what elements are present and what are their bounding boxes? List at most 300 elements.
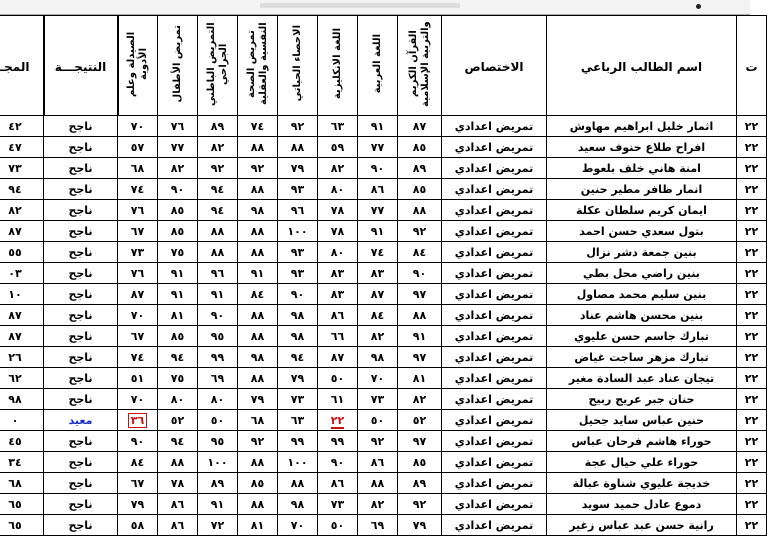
grade-cell: ٨٣	[318, 284, 358, 305]
grade-cell: ٨٢	[358, 326, 398, 347]
student-name: دموع عادل حميد سويد	[547, 494, 737, 515]
student-name: بنين جمعة دشر نزال	[547, 242, 737, 263]
result-cell: ناجح	[44, 515, 118, 536]
result-cell: ناجح	[44, 221, 118, 242]
row-index: ٢٢	[737, 494, 767, 515]
grade-cell: ٧٤	[238, 116, 278, 137]
result-cell: ناجح	[44, 179, 118, 200]
grade-cell: ٨٥	[158, 326, 198, 347]
grade-cell: ٩٠	[118, 431, 158, 452]
grade-cell: ٧٦	[118, 263, 158, 284]
grade-cell: ٩٨	[278, 326, 318, 347]
grade-cell: ٨٥	[398, 452, 442, 473]
aggregate-cell: ٨٢	[0, 200, 44, 221]
grade-cell: ٥٧	[118, 137, 158, 158]
aggregate-cell: ٦٨	[0, 473, 44, 494]
student-name: حوراء علي حيال عجة	[547, 452, 737, 473]
grade-cell: ٨٠	[198, 389, 238, 410]
row-index: ٢٢	[737, 515, 767, 536]
row-index: ٢٢	[737, 116, 767, 137]
student-name: اثمار خليل ابراهيم مهاوش	[547, 116, 737, 137]
grade-cell: ٨٧	[118, 284, 158, 305]
specialty: تمريض اعدادي	[442, 284, 547, 305]
row-index: ٢٢	[737, 473, 767, 494]
grade-cell: ٧٠	[278, 515, 318, 536]
aggregate-cell: ٤٥	[0, 431, 44, 452]
grade-cell: ٨٦	[358, 179, 398, 200]
grade-cell: ٥٨	[118, 515, 158, 536]
grade-cell: ٩٩	[318, 431, 358, 452]
grade-cell: ٧٨	[318, 200, 358, 221]
grade-cell: ٧٩	[238, 389, 278, 410]
specialty: تمريض اعدادي	[442, 368, 547, 389]
grade-cell: ٨٧	[398, 116, 442, 137]
row-index: ٢٢	[737, 200, 767, 221]
aggregate-cell: ٤٢	[0, 116, 44, 137]
table-row	[0, 389, 767, 410]
result-cell: ناجح	[44, 200, 118, 221]
grade-cell: ٥٠	[318, 515, 358, 536]
row-index: ٢٢	[737, 452, 767, 473]
grade-cell: ٩٢	[238, 431, 278, 452]
grade-cell: ٩٨	[358, 347, 398, 368]
grade-cell: ٧٠	[358, 368, 398, 389]
grade-cell: ٥١	[118, 368, 158, 389]
grade-cell: ١٠٠	[198, 452, 238, 473]
row-index: ٢٢	[737, 179, 767, 200]
grade-cell: ٧٣	[358, 389, 398, 410]
grade-cell: ٨٦	[358, 452, 398, 473]
aggregate-cell: ٨٧	[0, 221, 44, 242]
grade-cell: ٦٨	[118, 158, 158, 179]
grade-cell: ٩٣	[278, 179, 318, 200]
grade-cell: ٩٤	[278, 347, 318, 368]
grade-cell: ٨٨	[238, 137, 278, 158]
table-row	[0, 158, 767, 179]
specialty: تمريض اعدادي	[442, 179, 547, 200]
grade-cell: ٦٧	[118, 326, 158, 347]
header-subject-7: تمريض الأطفال	[158, 16, 198, 116]
aggregate-cell: ٩٨	[0, 389, 44, 410]
grade-cell: ٩٦	[278, 200, 318, 221]
specialty: تمريض اعدادي	[442, 389, 547, 410]
grade-cell: ٨٤	[238, 284, 278, 305]
table-row	[0, 284, 767, 305]
grade-cell: ٩٩	[198, 347, 238, 368]
grade-cell: ٧٤	[118, 347, 158, 368]
grade-cell: ٨٢	[318, 158, 358, 179]
aggregate-cell: ٠٣	[0, 263, 44, 284]
grade-cell: ٩١	[358, 221, 398, 242]
grade-cell: ٧٢	[198, 515, 238, 536]
grade-cell: ٩٧	[398, 347, 442, 368]
result-cell: معيد	[44, 410, 118, 431]
specialty: تمريض اعدادي	[442, 305, 547, 326]
grade-cell: ٨٥	[398, 137, 442, 158]
specialty: تمريض اعدادي	[442, 326, 547, 347]
row-index: ٢٢	[737, 221, 767, 242]
table-row	[0, 515, 767, 536]
grade-cell: ٨٨	[238, 305, 278, 326]
aggregate-cell: ٤٧	[0, 137, 44, 158]
grade-cell: ٨٨	[198, 221, 238, 242]
header-result: النتيجـــة	[44, 16, 118, 116]
header-row	[0, 16, 767, 116]
grade-cell: ٦١	[318, 389, 358, 410]
aggregate-cell: ١٠	[0, 284, 44, 305]
result-cell: ناجح	[44, 263, 118, 284]
aggregate-cell: ٠	[0, 410, 44, 431]
grade-cell: ٧٨	[158, 473, 198, 494]
grade-cell: ٨١	[238, 515, 278, 536]
grade-cell: ٧٠	[118, 389, 158, 410]
row-index: ٢٢	[737, 137, 767, 158]
grade-cell: ٥٠	[198, 410, 238, 431]
grade-cell: ٨٨	[158, 452, 198, 473]
grade-cell: ٥٢	[158, 410, 198, 431]
grade-cell: ٩٠	[318, 452, 358, 473]
result-cell: ناجح	[44, 158, 118, 179]
table-row	[0, 347, 767, 368]
aggregate-cell: ٨٧	[0, 326, 44, 347]
row-index: ٢٢	[737, 326, 767, 347]
top-bar-dot	[696, 4, 701, 9]
grade-cell: ٦٧	[118, 221, 158, 242]
grade-cell: ٩٥	[198, 431, 238, 452]
grade-cell: ٨٧	[318, 347, 358, 368]
student-name: تيجان عناد عبد السادة مغير	[547, 368, 737, 389]
grade-cell: ٩١	[398, 326, 442, 347]
student-name: تبارك مزهر ساجت غياض	[547, 347, 737, 368]
grade-cell: ٨٨	[238, 494, 278, 515]
specialty: تمريض اعدادي	[442, 515, 547, 536]
grade-cell: ٩٢	[398, 221, 442, 242]
grade-cell: ٩٨	[278, 494, 318, 515]
row-index: ٢٢	[737, 368, 767, 389]
grade-cell: ٨٨	[398, 305, 442, 326]
grade-cell: ٩٤	[158, 347, 198, 368]
top-bar-shade	[260, 3, 460, 8]
grade-cell: ١٠٠	[278, 452, 318, 473]
student-name: بنين راضي محل بطي	[547, 263, 737, 284]
grades-body	[0, 116, 767, 536]
grade-cell: ٨٨	[198, 242, 238, 263]
header-subject-1: القرآن الكريم والتربية الإسلامية	[398, 16, 442, 116]
result-cell: ناجح	[44, 389, 118, 410]
student-name: امنة هاني خلف بلعوط	[547, 158, 737, 179]
grade-cell: ٦٦	[318, 326, 358, 347]
grade-cell: ٧٠	[118, 305, 158, 326]
student-name: حنان جبر عريج ربيح	[547, 389, 737, 410]
grade-cell: ٨٦	[318, 305, 358, 326]
table-row	[0, 305, 767, 326]
grade-cell: ٥٠	[358, 410, 398, 431]
grade-cell: ٨٦	[158, 515, 198, 536]
header-aggregate: المجـ	[0, 16, 44, 116]
result-cell: ناجح	[44, 326, 118, 347]
grade-cell: ٩٨	[278, 305, 318, 326]
specialty: تمريض اعدادي	[442, 452, 547, 473]
aggregate-cell: ٨٧	[0, 305, 44, 326]
grade-cell: ٨٤	[358, 305, 398, 326]
row-index: ٢٢	[737, 305, 767, 326]
grade-cell: ٩٠	[198, 305, 238, 326]
specialty: تمريض اعدادي	[442, 431, 547, 452]
header-subject-3: اللغة الانكليزية	[318, 16, 358, 116]
aggregate-cell: ٢٦	[0, 347, 44, 368]
aggregate-cell: ٦٢	[0, 368, 44, 389]
result-cell: ناجح	[44, 137, 118, 158]
top-bar	[0, 0, 750, 16]
aggregate-cell: ٣٤	[0, 452, 44, 473]
table-row	[0, 368, 767, 389]
grade-cell: ٧٣	[118, 242, 158, 263]
result-cell: ناجح	[44, 116, 118, 137]
grade-cell: ٧٩	[118, 494, 158, 515]
grade-cell: ٦٩	[198, 368, 238, 389]
specialty: تمريض اعدادي	[442, 494, 547, 515]
grade-cell	[118, 410, 158, 431]
student-name: ايمان كريم سلطان عكلة	[547, 200, 737, 221]
grade-cell: ٨٦	[158, 494, 198, 515]
grade-cell: ٥٠	[318, 368, 358, 389]
grade-cell: ٧٩	[278, 158, 318, 179]
header-subject-8: الصيدلة وعلم الأدوية	[118, 16, 158, 116]
grade-cell: ٨١	[158, 305, 198, 326]
grade-cell: ٨٨	[278, 137, 318, 158]
grade-cell: ٧٧	[358, 137, 398, 158]
grade-cell: ٦٣	[278, 410, 318, 431]
grade-cell: ٨٥	[158, 221, 198, 242]
grade-cell: ٩٢	[238, 158, 278, 179]
table-row	[0, 263, 767, 284]
result-cell: ناجح	[44, 368, 118, 389]
student-name: افراح طلاع حنوف سعيد	[547, 137, 737, 158]
student-name: حوراء هاشم فرحان عباس	[547, 431, 737, 452]
student-name: بنين محسن هاشم عناد	[547, 305, 737, 326]
grade-cell: ٧٥	[158, 368, 198, 389]
result-cell: ناجح	[44, 284, 118, 305]
grade-cell: ٩٣	[278, 263, 318, 284]
result-cell: ناجح	[44, 473, 118, 494]
header-index: ت	[737, 16, 767, 116]
grade-cell: ٧٤	[118, 179, 158, 200]
grade-cell: ٩٩	[278, 431, 318, 452]
result-cell: ناجح	[44, 242, 118, 263]
grade-cell: ٧٦	[158, 116, 198, 137]
specialty: تمريض اعدادي	[442, 116, 547, 137]
grade-cell: ٨١	[398, 368, 442, 389]
specialty: تمريض اعدادي	[442, 137, 547, 158]
grade-cell: ٩٧	[398, 431, 442, 452]
grade-cell: ٦٨	[238, 410, 278, 431]
grade-cell: ٩٢	[358, 431, 398, 452]
row-index: ٢٢	[737, 347, 767, 368]
grade-cell: ٨٤	[118, 452, 158, 473]
specialty: تمريض اعدادي	[442, 158, 547, 179]
grade-cell: ٧٥	[158, 242, 198, 263]
grade-cell	[318, 410, 358, 431]
grade-cell: ٨٠	[158, 389, 198, 410]
table-row	[0, 410, 767, 431]
student-name: تبارك جاسم حسن عليوي	[547, 326, 737, 347]
grade-cell: ٩١	[158, 263, 198, 284]
grade-cell: ٨٦	[318, 473, 358, 494]
specialty: تمريض اعدادي	[442, 200, 547, 221]
grade-cell: ٧٠	[118, 116, 158, 137]
table-row	[0, 137, 767, 158]
grade-cell: ٧٣	[318, 494, 358, 515]
result-cell: ناجح	[44, 431, 118, 452]
grade-cell: ٨٨	[278, 473, 318, 494]
grade-cell: ٩١	[158, 284, 198, 305]
grade-cell: ٩٠	[278, 284, 318, 305]
specialty: تمريض اعدادي	[442, 242, 547, 263]
aggregate-cell: ٥٥	[0, 242, 44, 263]
aggregate-cell: ٧٣	[0, 158, 44, 179]
grade-cell: ٩١	[198, 494, 238, 515]
grade-cell: ٨٥	[398, 179, 442, 200]
grade-cell: ٩٤	[158, 431, 198, 452]
grade-cell: ٨٨	[238, 368, 278, 389]
grade-cell: ٩٢	[398, 494, 442, 515]
grade-cell: ٨٩	[198, 116, 238, 137]
student-name: رانية حسن عبد عباس زغير	[547, 515, 737, 536]
table-row	[0, 326, 767, 347]
aggregate-cell: ٩٤	[0, 179, 44, 200]
result-cell: ناجح	[44, 347, 118, 368]
grade-cell: ٩٢	[198, 158, 238, 179]
grade-cell: ٨٥	[238, 473, 278, 494]
header-subject-6: التمريض الباطني الجراحي	[198, 16, 238, 116]
grade-cell: ٨٧	[358, 284, 398, 305]
table-row	[0, 452, 767, 473]
specialty: تمريض اعدادي	[442, 473, 547, 494]
table-row	[0, 200, 767, 221]
result-cell: ناجح	[44, 305, 118, 326]
row-index: ٢٢	[737, 263, 767, 284]
grade-cell: ٥٩	[318, 137, 358, 158]
grade-cell: ٨٨	[238, 221, 278, 242]
grade-cell: ٩٢	[278, 116, 318, 137]
table-row	[0, 242, 767, 263]
grade-cell: ٨٢	[158, 158, 198, 179]
grade-cell: ٨٢	[398, 389, 442, 410]
table-row	[0, 494, 767, 515]
student-name: خديجة عليوي شناوة عبالة	[547, 473, 737, 494]
grade-cell: ٨٤	[398, 242, 442, 263]
header-subject-2: اللغة العربية	[358, 16, 398, 116]
header-subject-5: تمريض الصحة النفسية والعقلية	[238, 16, 278, 116]
grade-cell: ٩٨	[238, 200, 278, 221]
row-index: ٢٢	[737, 410, 767, 431]
row-index: ٢٢	[737, 284, 767, 305]
grade-cell: ٨٥	[158, 200, 198, 221]
student-name: بنين سليم محمد مصاول	[547, 284, 737, 305]
grade-cell: ٨٣	[318, 263, 358, 284]
grade-cell: ٨٩	[398, 473, 442, 494]
grade-cell: ٩١	[358, 116, 398, 137]
grade-cell: ٩٠	[398, 263, 442, 284]
grade-cell: ٨٨	[398, 200, 442, 221]
grade-cell: ٨٨	[238, 452, 278, 473]
table-row	[0, 473, 767, 494]
specialty: تمريض اعدادي	[442, 221, 547, 242]
grade-cell: ٧٧	[158, 137, 198, 158]
row-index: ٢٢	[737, 431, 767, 452]
grade-cell: ٧٣	[278, 389, 318, 410]
grade-cell: ٩٤	[198, 200, 238, 221]
aggregate-cell: ٦٥	[0, 515, 44, 536]
grade-cell: ٨٣	[358, 263, 398, 284]
row-index: ٢٢	[737, 242, 767, 263]
aggregate-cell: ٦٥	[0, 494, 44, 515]
grade-cell: ٨٨	[238, 179, 278, 200]
grade-cell: ٨٠	[318, 179, 358, 200]
grade-cell: ٧٧	[358, 200, 398, 221]
grade-cell-value: ٣٦	[128, 413, 147, 428]
grades-table	[0, 15, 767, 536]
grade-cell: ٨٢	[358, 494, 398, 515]
student-name: بتول سعدي حسن احمد	[547, 221, 737, 242]
grade-cell: ٩٨	[238, 347, 278, 368]
grade-cell: ٧٩	[278, 368, 318, 389]
grade-cell: ٥٢	[398, 410, 442, 431]
table-row	[0, 179, 767, 200]
grade-cell: ٦٩	[358, 515, 398, 536]
grade-cell: ٩٠	[358, 158, 398, 179]
grade-cell: ٩١	[198, 284, 238, 305]
grade-cell: ٦٧	[118, 473, 158, 494]
grade-cell: ٩٤	[198, 179, 238, 200]
grade-cell: ٩٧	[398, 284, 442, 305]
grade-cell: ٧٨	[318, 221, 358, 242]
grade-cell: ٨٨	[238, 242, 278, 263]
specialty: تمريض اعدادي	[442, 410, 547, 431]
header-name: اسم الطالب الرباعي	[547, 16, 737, 116]
grade-cell: ٩٠	[158, 179, 198, 200]
specialty: تمريض اعدادي	[442, 263, 547, 284]
table-row	[0, 221, 767, 242]
grade-cell: ١٠٠	[278, 221, 318, 242]
grade-cell: ٨٩	[198, 473, 238, 494]
grade-cell: ٨٩	[398, 158, 442, 179]
grade-cell: ٧٦	[118, 200, 158, 221]
table-row	[0, 116, 767, 137]
header-subject-4: الاحصاء الحياتي	[278, 16, 318, 116]
student-name: انمار ظافر مطير حنين	[547, 179, 737, 200]
student-name: حنين عباس سايد جحيل	[547, 410, 737, 431]
grade-cell: ٩١	[238, 263, 278, 284]
grade-cell: ٩٣	[278, 242, 318, 263]
grade-cell: ٦٣	[318, 116, 358, 137]
header-specialty: الاختصاص	[442, 16, 547, 116]
grade-cell-value: ٢٢	[330, 413, 345, 427]
grade-cell: ٧٤	[358, 242, 398, 263]
grade-cell: ٧٩	[398, 515, 442, 536]
specialty: تمريض اعدادي	[442, 347, 547, 368]
row-index: ٢٢	[737, 158, 767, 179]
result-cell: ناجح	[44, 494, 118, 515]
grade-cell: ٨٨	[238, 326, 278, 347]
grade-cell: ٨٢	[198, 137, 238, 158]
grade-cell: ٩٦	[198, 263, 238, 284]
grade-cell: ٩٥	[198, 326, 238, 347]
table-row	[0, 431, 767, 452]
grade-cell: ٨٨	[358, 473, 398, 494]
grade-cell: ٨٠	[318, 242, 358, 263]
result-cell: ناجح	[44, 452, 118, 473]
